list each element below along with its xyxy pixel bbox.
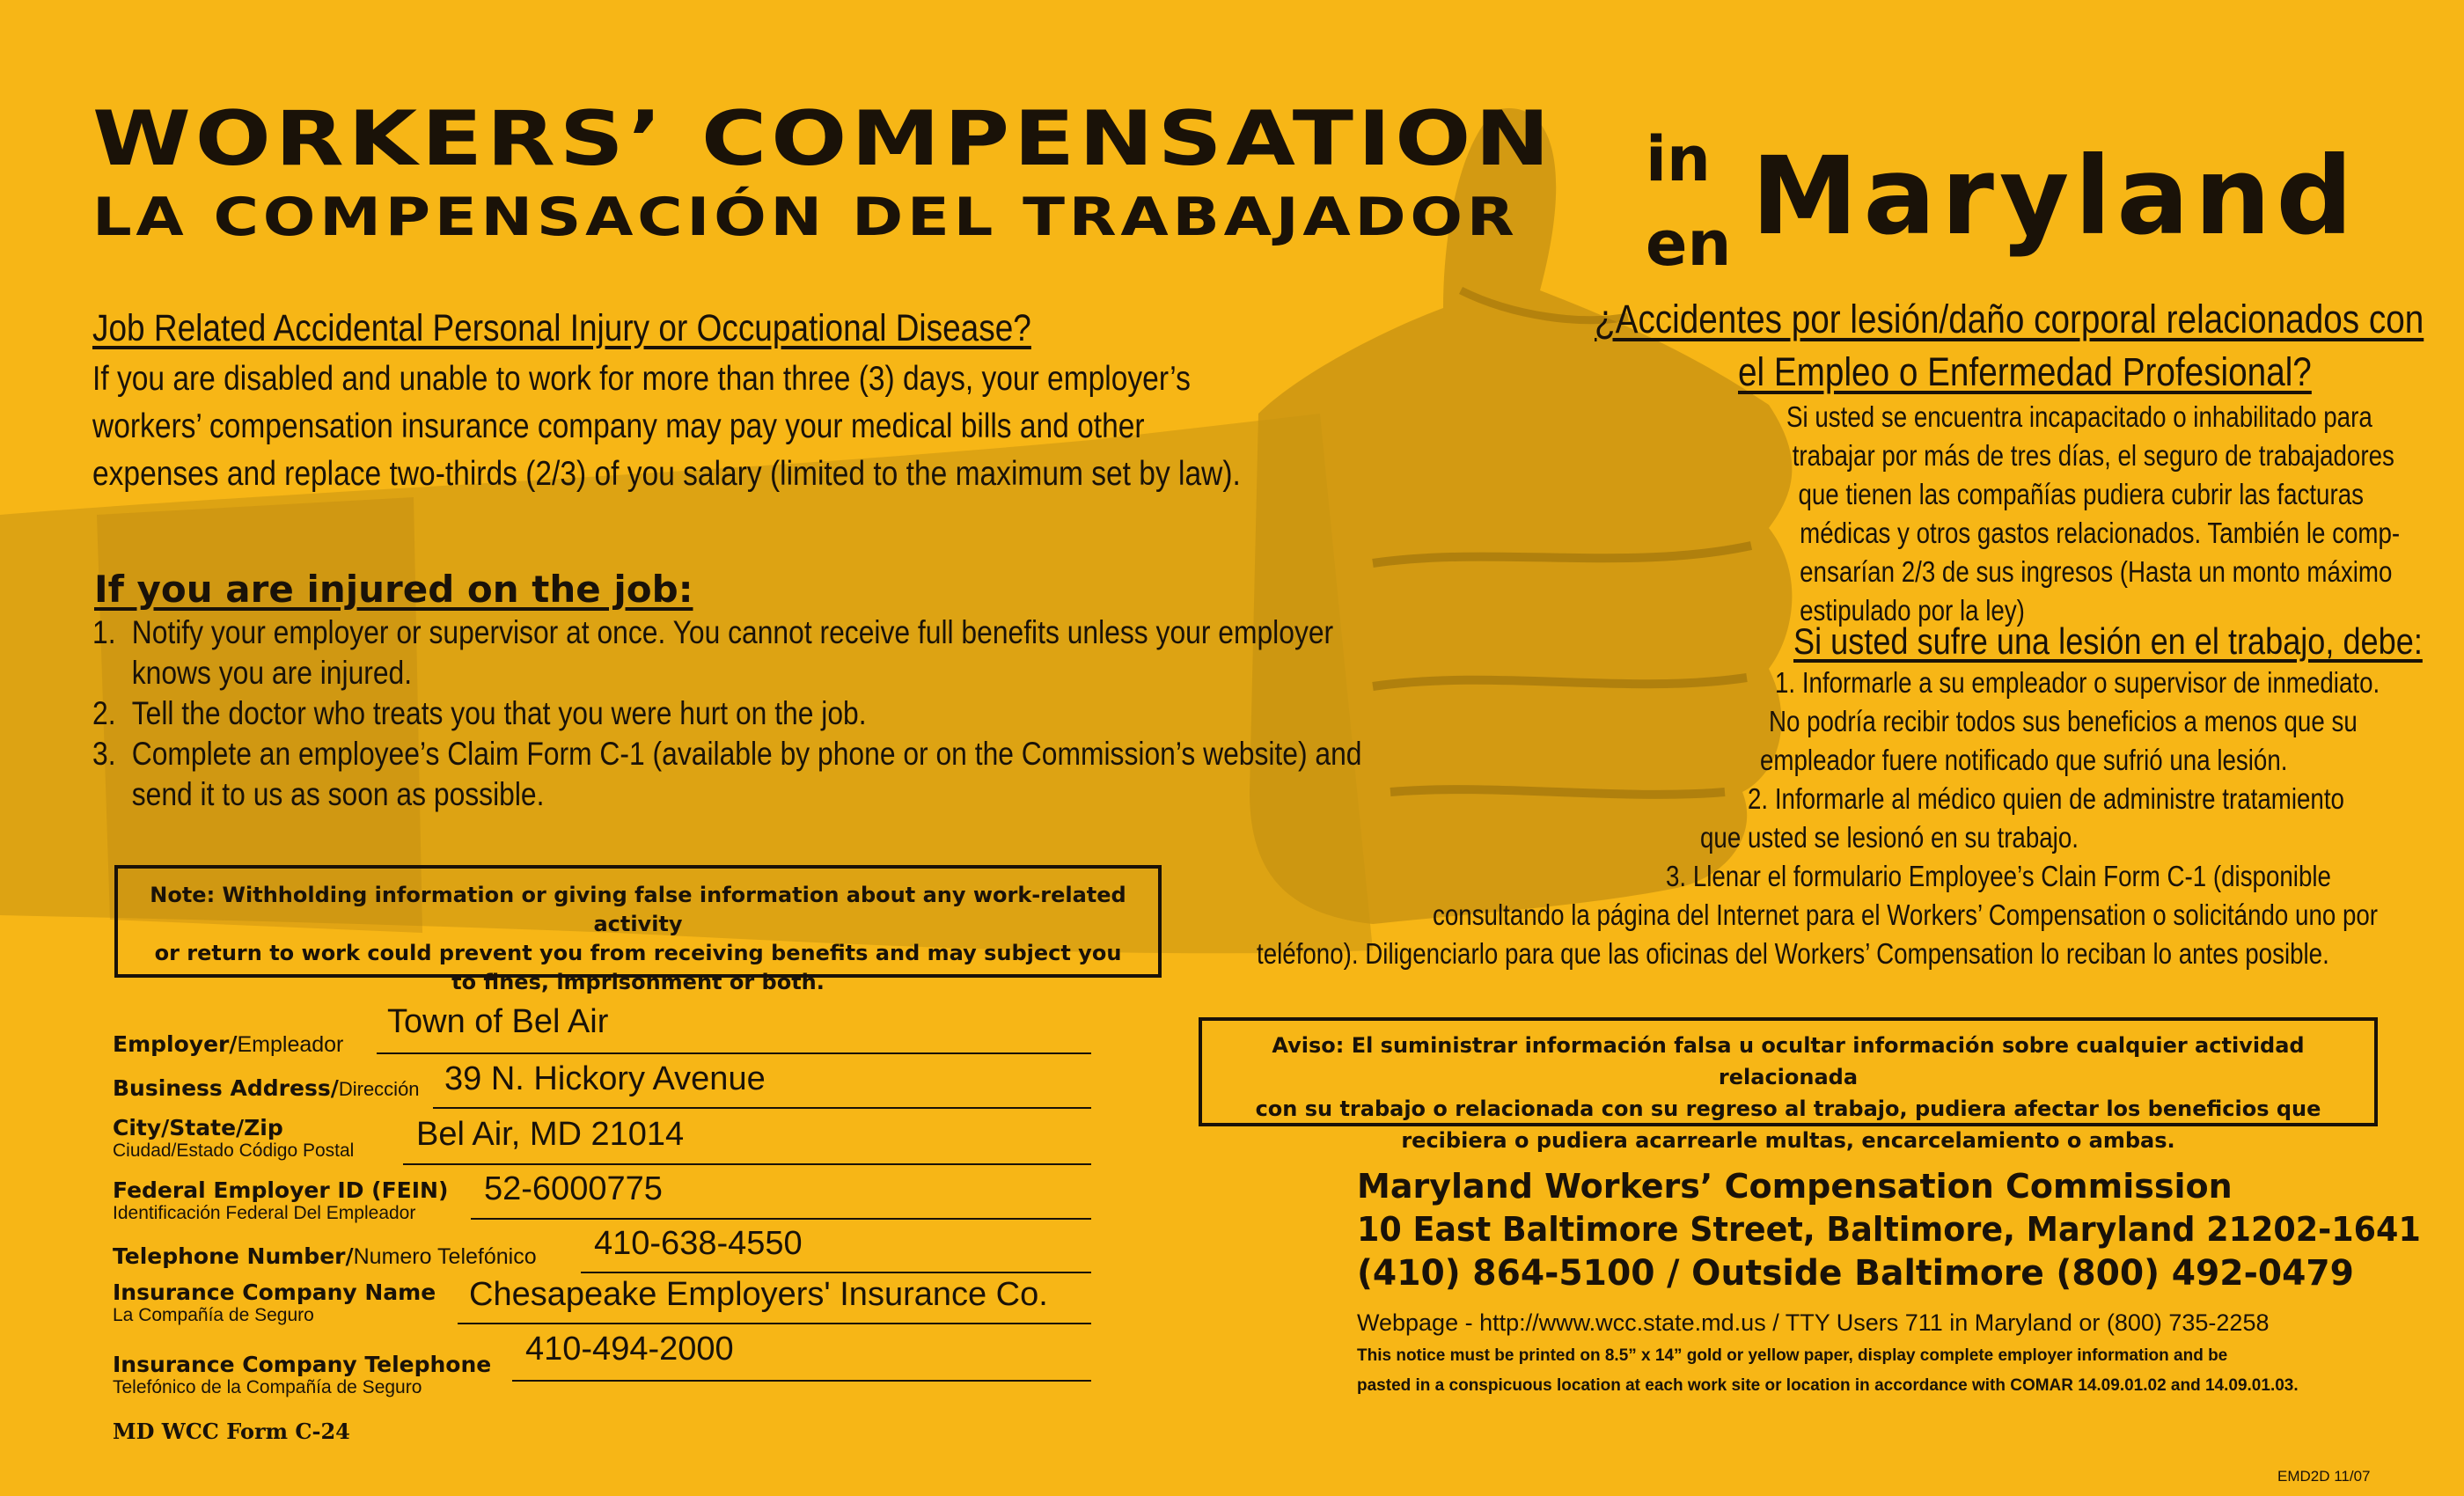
phone-underline — [581, 1272, 1091, 1273]
insurer-underline — [458, 1323, 1091, 1324]
insurer-phone-label: Insurance Company Telephone — [113, 1352, 492, 1377]
phone-field — [113, 1243, 537, 1270]
spanish-step-line: No podría recibir todos sus beneficios a menos que su — [1769, 705, 2358, 737]
english-paragraph-line: expenses and replace two-thirds (2/3) of you salary (limited to the maximum set by law). — [92, 455, 1241, 493]
spanish-paragraph-line: trabajar por más de tres días, el seguro de trabajadores — [1792, 439, 2394, 472]
city-underline — [403, 1163, 1091, 1165]
spanish-paragraph-line: Si usted se encuentra incapacitado o inhabilitado para — [1786, 400, 2372, 433]
address-field — [113, 1075, 420, 1101]
phone-value: 410-638-4550 — [594, 1225, 803, 1262]
spanish-step-line: consultando la página del Internet para el Workers’ Compensation o solicitándo uno por — [1433, 898, 2379, 931]
address-sublabel: Dirección — [338, 1078, 420, 1100]
spanish-step-line: teléfono). Diligenciarlo para que las oficinas del Workers’ Compensation lo reciban lo antes posible. — [1257, 937, 2329, 970]
insurer-value: Chesapeake Employers' Insurance Co. — [469, 1276, 1048, 1313]
insurer-phone-underline — [512, 1380, 1091, 1382]
english-question: Job Related Accidental Personal Injury or Occupational Disease? — [92, 307, 1031, 349]
spanish-injured-heading: Si usted sufre una lesión en el trabajo, debe: — [1793, 620, 2423, 662]
spanish-step-line: empleador fuere notificado que sufrió una lesión. — [1760, 744, 2288, 776]
address-value: 39 N. Hickory Avenue — [444, 1060, 766, 1097]
city-field — [113, 1115, 354, 1162]
title-spanish: LA COMPENSACIÓN DEL TRABAJADOR — [92, 187, 1519, 248]
english-injured-heading: If you are injured on the job: — [94, 568, 693, 611]
title-maryland: Maryland — [1751, 134, 2358, 259]
note-line: to fines, imprisonment or both. — [451, 970, 825, 994]
english-step — [92, 612, 1334, 693]
spanish-step-line: 2. Informarle al médico quien de administre tratamiento — [1748, 782, 2344, 815]
fein-field — [113, 1177, 448, 1224]
fein-label: Federal Employer ID (FEIN) — [113, 1177, 449, 1203]
note-line: or return to work could prevent you from receiving benefits and may subject you — [154, 941, 1122, 965]
form-id: MD WCC Form C-24 — [113, 1419, 350, 1444]
english-paragraph-line: If you are disabled and unable to work for more than three (3) days, your employer’s — [92, 360, 1191, 398]
note-box — [114, 865, 1162, 994]
english-steps-list — [92, 612, 1362, 815]
step-line: knows you are injured. — [131, 655, 413, 691]
aviso-line: Aviso: El suministrar información falsa u ocultar información sobre cualquier actividad relacionada — [1272, 1033, 2305, 1089]
note-line: Note: Withholding information or giving false information about any work-related activity — [150, 883, 1126, 936]
english-step — [92, 734, 1362, 815]
document-code: EMD2D 11/07 — [2277, 1468, 2371, 1485]
address-underline — [433, 1107, 1091, 1109]
aviso-box — [1199, 1017, 2378, 1153]
finger-crease-2 — [1373, 678, 1747, 686]
step-number: 2. — [92, 695, 116, 731]
phone-label: Telephone Number/ — [113, 1243, 354, 1269]
commission-web: Webpage - http://www.wcc.state.md.us / TTY Users 711 in Maryland or (800) 735-2258 — [1357, 1309, 2270, 1336]
insurer-phone-value: 410-494-2000 — [525, 1331, 734, 1368]
insurer-phone-field — [113, 1352, 491, 1398]
phone-sublabel: Numero Telefónico — [353, 1244, 537, 1269]
city-label: City/State/Zip — [113, 1115, 283, 1140]
employer-field — [113, 1031, 343, 1058]
english-paragraph-line: workers’ compensation insurance company may pay your medical bills and other — [92, 407, 1145, 445]
commission-notice-line: This notice must be printed on 8.5” x 14” gold or yellow paper, display complete employer information and be — [1357, 1346, 2228, 1365]
step-number: 3. — [92, 736, 116, 772]
spanish-paragraph-line: ensarían 2/3 de sus ingresos (Hasta un monto máximo — [1800, 555, 2393, 588]
aviso-line: con su trabajo o relacionada con su regreso al trabajo, pudiera afectar los beneficios que — [1255, 1096, 2321, 1121]
commission-name: Maryland Workers’ Compensation Commission — [1357, 1167, 2233, 1206]
spanish-paragraph — [1786, 398, 2400, 630]
english-paragraph — [92, 356, 1241, 498]
fein-value: 52-6000775 — [484, 1170, 663, 1207]
city-sublabel: Ciudad/Estado Código Postal — [113, 1140, 355, 1161]
employer-label: Employer/ — [113, 1031, 238, 1057]
title-en: en — [1646, 208, 1732, 280]
insurer-label: Insurance Company Name — [113, 1280, 436, 1305]
spanish-step-line: 1. Informarle a su empleador o supervisor de inmediato. — [1775, 666, 2380, 699]
commission-phones: (410) 864-5100 / Outside Baltimore (800) 492-0479 — [1357, 1253, 2354, 1294]
finger-crease-3 — [1390, 789, 1725, 795]
step-line: Notify your employer or supervisor at once. You cannot receive full benefits unless your employer — [131, 614, 1334, 650]
fein-underline — [471, 1218, 1091, 1220]
step-line: send it to us as soon as possible. — [131, 776, 545, 812]
city-value: Bel Air, MD 21014 — [416, 1116, 685, 1153]
spanish-question-line: ¿Accidentes por lesión/daño corporal relacionados con — [1595, 297, 2424, 341]
aviso-line: recibiera o pudiera acarrearle multas, encarcelamiento o ambas. — [1401, 1128, 2175, 1153]
title-english: WORKERS’ COMPENSATION — [92, 95, 1554, 183]
spanish-step-line: que usted se lesionó en su trabajo. — [1700, 821, 2079, 854]
fein-sublabel: Identificación Federal Del Empleador — [113, 1203, 416, 1223]
employer-underline — [377, 1052, 1091, 1054]
title-in: in — [1646, 123, 1711, 195]
commission-address: 10 East Baltimore Street, Baltimore, Maryland 21202-1641 — [1357, 1210, 2421, 1249]
step-line: Tell the doctor who treats you that you were hurt on the job. — [131, 695, 867, 731]
insurer-sublabel: La Compañía de Seguro — [113, 1305, 314, 1325]
insurer-phone-sublabel: Telefónico de la Compañía de Seguro — [113, 1377, 422, 1397]
english-step — [92, 693, 1228, 734]
employer-sublabel: Empleador — [237, 1032, 344, 1057]
spanish-question-line: el Empleo o Enfermedad Profesional? — [1738, 349, 2312, 394]
spanish-paragraph-line: médicas y otros gastos relacionados. También le comp- — [1800, 517, 2401, 549]
spanish-paragraph-line: que tienen las compañías pudiera cubrir las facturas — [1798, 478, 2364, 510]
insurer-field — [113, 1280, 436, 1326]
spanish-step-line: 3. Llenar el formulario Employee’s Clain Form C-1 (disponible — [1666, 860, 2331, 892]
commission-notice-line: pasted in a conspicuous location at each work site or location in accordance with COMAR 14.09.01.02 and 14.09.01.03. — [1357, 1376, 2299, 1395]
step-line: Complete an employee’s Claim Form C-1 (available by phone or on the Commission’s website) and — [131, 736, 1362, 772]
step-number: 1. — [92, 614, 116, 650]
address-label: Business Address/ — [113, 1075, 339, 1101]
employer-value: Town of Bel Air — [387, 1003, 609, 1040]
spanish-paragraph-line: estipulado por la ley) — [1800, 594, 2025, 627]
